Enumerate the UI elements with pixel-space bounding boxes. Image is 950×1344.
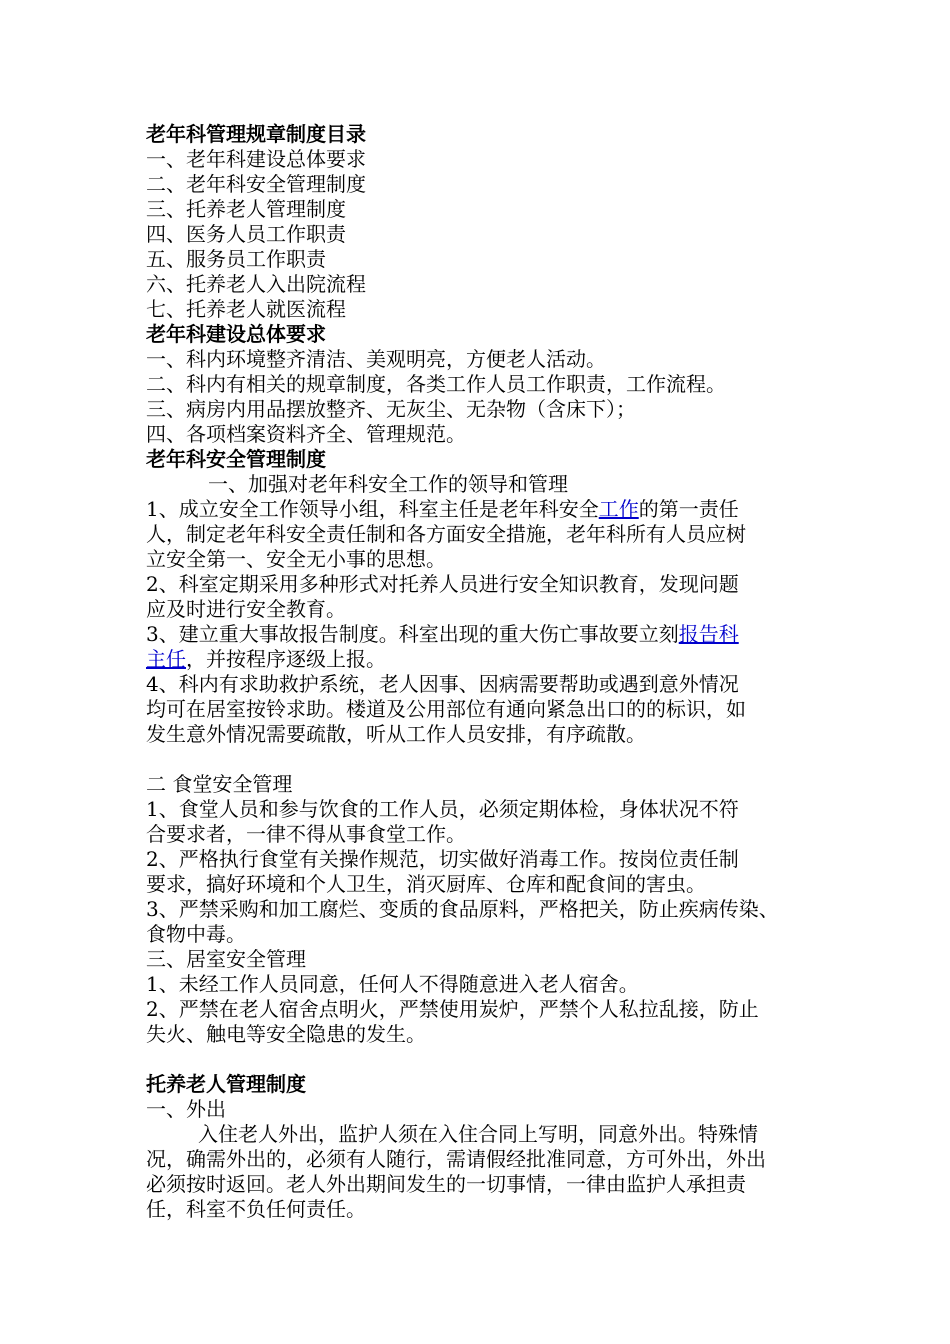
safety-item-1-line-3: 立安全第一、安全无小事的思想。 bbox=[146, 547, 446, 571]
safety-subheading-room: 三、居室安全管理 bbox=[146, 947, 306, 971]
toc-item-7: 七、托养老人就医流程 bbox=[146, 297, 346, 321]
text-span: 的第一责任 bbox=[638, 497, 739, 521]
report-director-link[interactable]: 报告科 bbox=[678, 622, 739, 646]
blank-line bbox=[146, 747, 810, 772]
work-link[interactable]: 工作 bbox=[598, 497, 639, 521]
requirement-item-4: 四、各项档案资料齐全、管理规范。 bbox=[146, 422, 466, 446]
safety-item-2-line-1: 2、科室定期采用多种形式对托养人员进行安全知识教育，发现问题 bbox=[146, 572, 739, 596]
safety-subheading-leadership: 一、加强对老年科安全工作的领导和管理 bbox=[208, 472, 568, 496]
safety-item-3-line-2 bbox=[146, 647, 810, 672]
text-span: 1、成立安全工作领导小组，科室主任是老年科安全 bbox=[146, 497, 599, 521]
requirements-title: 老年科建设总体要求 bbox=[146, 322, 326, 346]
toc-item-2: 二、老年科安全管理制度 bbox=[146, 172, 366, 196]
outing-line-3: 必须按时返回。老人外出期间发生的一切事情，一律由监护人承担责 bbox=[146, 1172, 746, 1196]
report-director-link-continued[interactable]: 主任 bbox=[146, 647, 186, 671]
outing-line-4: 任，科室不负任何责任。 bbox=[146, 1197, 366, 1221]
care-subheading-outing: 一、外出 bbox=[146, 1097, 226, 1121]
toc-item-6: 六、托养老人入出院流程 bbox=[146, 272, 366, 296]
safety-item-3-line-1 bbox=[146, 622, 810, 647]
safety-item-2-line-2: 应及时进行安全教育。 bbox=[146, 597, 346, 621]
canteen-item-3-line-2: 食物中毒。 bbox=[146, 922, 246, 946]
safety-item-4-line-2: 均可在居室按铃求助。楼道及公用部位有通向紧急出口的的标识，如 bbox=[146, 697, 746, 721]
toc-item-5: 五、服务员工作职责 bbox=[146, 247, 326, 271]
toc-item-4: 四、医务人员工作职责 bbox=[146, 222, 346, 246]
safety-item-1-line-1 bbox=[146, 497, 810, 522]
canteen-item-3-line-1: 3、严禁采购和加工腐烂、变质的食品原料，严格把关，防止疾病传染、 bbox=[146, 897, 779, 921]
safety-item-4-line-3: 发生意外情况需要疏散，听从工作人员安排，有序疏散。 bbox=[146, 722, 646, 746]
room-item-2-line-1: 2、严禁在老人宿舍点明火，严禁使用炭炉，严禁个人私拉乱接，防止 bbox=[146, 997, 759, 1021]
safety-subheading-canteen: 二 食堂安全管理 bbox=[146, 772, 293, 796]
blank-line bbox=[146, 1047, 810, 1072]
requirement-item-3: 三、病房内用品摆放整齐、无灰尘、无杂物（含床下）； bbox=[146, 397, 636, 421]
requirement-item-2: 二、科内有相关的规章制度，各类工作人员工作职责，工作流程。 bbox=[146, 372, 726, 396]
toc-item-3: 三、托养老人管理制度 bbox=[146, 197, 346, 221]
room-item-1: 1、未经工作人员同意，任何人不得随意进入老人宿舍。 bbox=[146, 972, 639, 996]
toc-item-1: 一、老年科建设总体要求 bbox=[146, 147, 366, 171]
safety-item-1-line-2: 人，制定老年科安全责任制和各方面安全措施，老年科所有人员应树 bbox=[146, 522, 746, 546]
canteen-item-2-line-1: 2、严格执行食堂有关操作规范，切实做好消毒工作。按岗位责任制 bbox=[146, 847, 739, 871]
text-span: 3、建立重大事故报告制度。科室出现的重大伤亡事故要立刻 bbox=[146, 622, 679, 646]
care-title: 托养老人管理制度 bbox=[146, 1072, 306, 1096]
canteen-item-1-line-2: 合要求者，一律不得从事食堂工作。 bbox=[146, 822, 466, 846]
toc-title: 老年科管理规章制度目录 bbox=[146, 122, 366, 146]
canteen-item-2-line-2: 要求，搞好环境和个人卫生，消灭厨库、仓库和配食间的害虫。 bbox=[146, 872, 706, 896]
canteen-item-1-line-1: 1、食堂人员和参与饮食的工作人员，必须定期体检，身体状况不符 bbox=[146, 797, 739, 821]
outing-line-1: 入住老人外出，监护人须在入住合同上写明，同意外出。特殊情 bbox=[198, 1122, 758, 1146]
safety-title: 老年科安全管理制度 bbox=[146, 447, 326, 471]
outing-line-2: 况，确需外出的，必须有人随行，需请假经批准同意，方可外出，外出 bbox=[146, 1147, 766, 1171]
requirement-item-1: 一、科内环境整齐清洁、美观明亮，方便老人活动。 bbox=[146, 347, 606, 371]
room-item-2-line-2: 失火、触电等安全隐患的发生。 bbox=[146, 1022, 426, 1046]
document-body bbox=[146, 122, 810, 1222]
safety-item-4-line-1: 4、科内有求助救护系统，老人因事、因病需要帮助或遇到意外情况 bbox=[146, 672, 739, 696]
text-span: ，并按程序逐级上报。 bbox=[186, 647, 386, 671]
